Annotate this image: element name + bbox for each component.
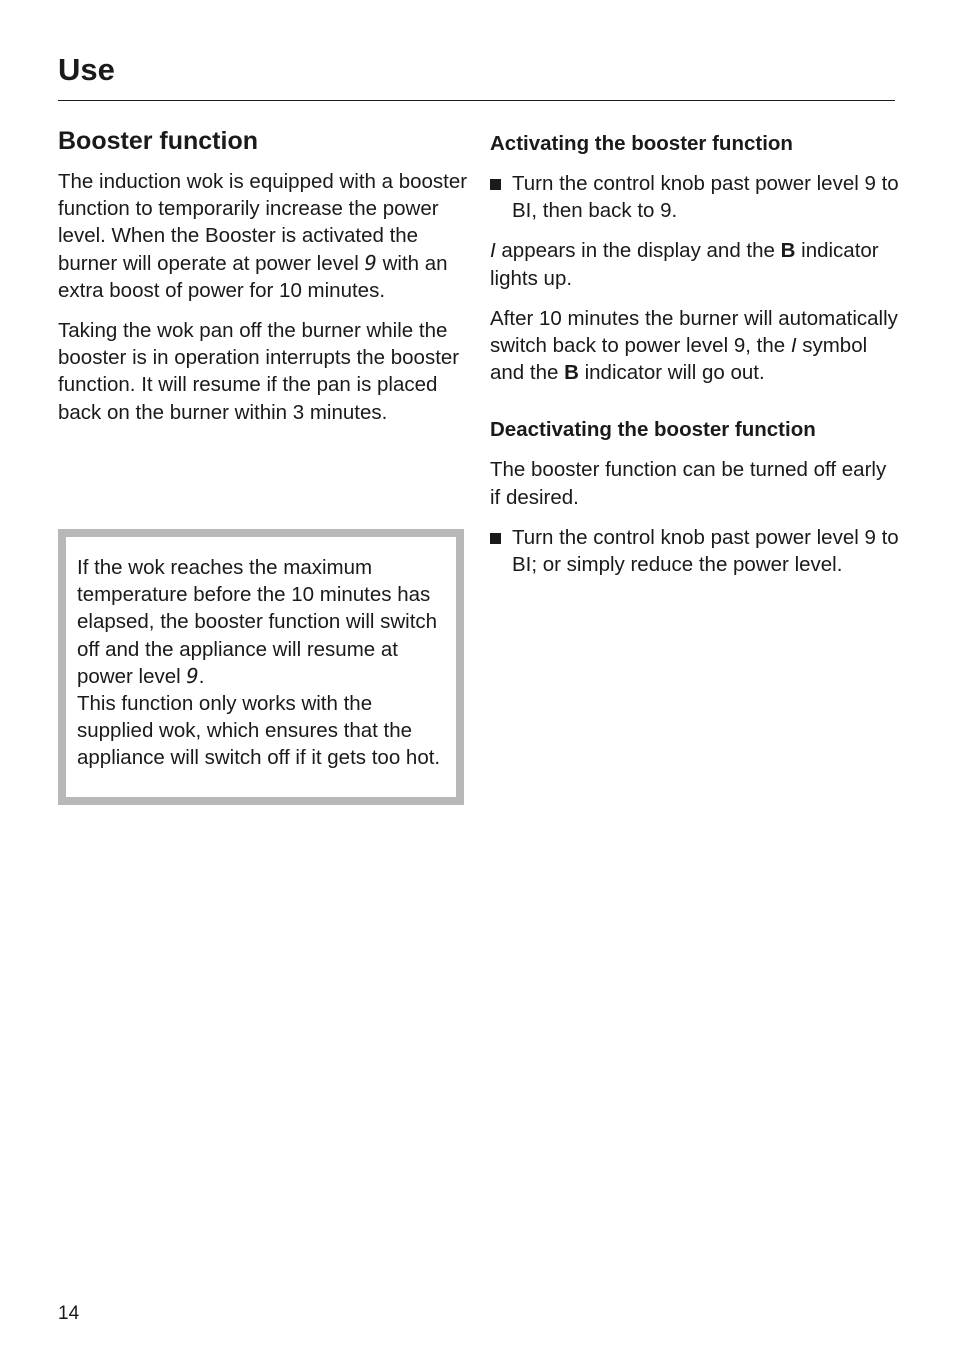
intro-text-end: with an extra boost of power for 10 minutes. <box>58 251 448 302</box>
note-power-level-digit: 9 <box>186 663 199 688</box>
display-text-1: appears in the display and the <box>495 239 781 263</box>
intro-paragraph <box>58 168 468 304</box>
activating-step <box>490 170 900 224</box>
power-level-digit: 9 <box>364 250 377 275</box>
header-divider <box>58 100 895 101</box>
note-text-start: If the wok reaches the maximum temperature before the 10 minutes has elapsed, the booster function will switch off and the appliance will resume at power level <box>77 556 438 688</box>
deactivating-step <box>490 524 900 578</box>
note-text-end: . <box>198 664 205 688</box>
activating-heading: Activating the booster function <box>490 132 793 155</box>
activating-step-text: Turn the control knob past power level 9 to BI, then back to 9. <box>512 172 899 223</box>
after-text-2: symbol and the <box>490 334 868 385</box>
deactivating-intro: The booster function can be turned off early if desired. <box>490 458 887 509</box>
interruption-paragraph: Taking the wok pan off the burner while the booster is in operation interrupts the booster function. It will resume if the pan is placed back on the burner within 3 minutes. <box>58 319 460 424</box>
display-symbol: I <box>490 239 496 263</box>
deactivating-step-text: Turn the control knob past power level 9 to BI; or simply reduce the power level. <box>512 525 899 577</box>
note-paragraph-2: This function only works with the supplied wok, which ensures that the appliance will switch off if it gets too hot. <box>77 692 441 770</box>
deactivating-heading: Deactivating the booster function <box>490 418 816 442</box>
intro-text-start: The induction wok is equipped with a booster function to temporarily increase the power level. When the Booster is activated the burner will operate at power level <box>58 170 468 275</box>
indicator-b: B <box>780 239 796 263</box>
note-paragraph-1 <box>77 554 446 690</box>
right-column <box>490 130 900 591</box>
display-text-2: indicator lights up. <box>490 239 879 290</box>
after-text-3: indicator will go out. <box>578 361 765 385</box>
note-box <box>58 529 464 805</box>
after-paragraph <box>490 305 900 387</box>
after-text-1: After 10 minutes the burner will automatically switch back to power level 9, the <box>490 306 898 358</box>
bullet-square-icon <box>490 524 512 578</box>
left-column <box>58 124 468 439</box>
after-symbol: I <box>790 334 797 358</box>
display-paragraph <box>490 237 900 291</box>
bullet-square-icon <box>490 170 512 224</box>
section-heading: Booster function <box>58 127 258 155</box>
note-content <box>66 537 456 797</box>
page-number: 14 <box>58 1303 80 1324</box>
after-indicator-b: B <box>564 361 579 385</box>
page-title: Use <box>58 52 115 87</box>
